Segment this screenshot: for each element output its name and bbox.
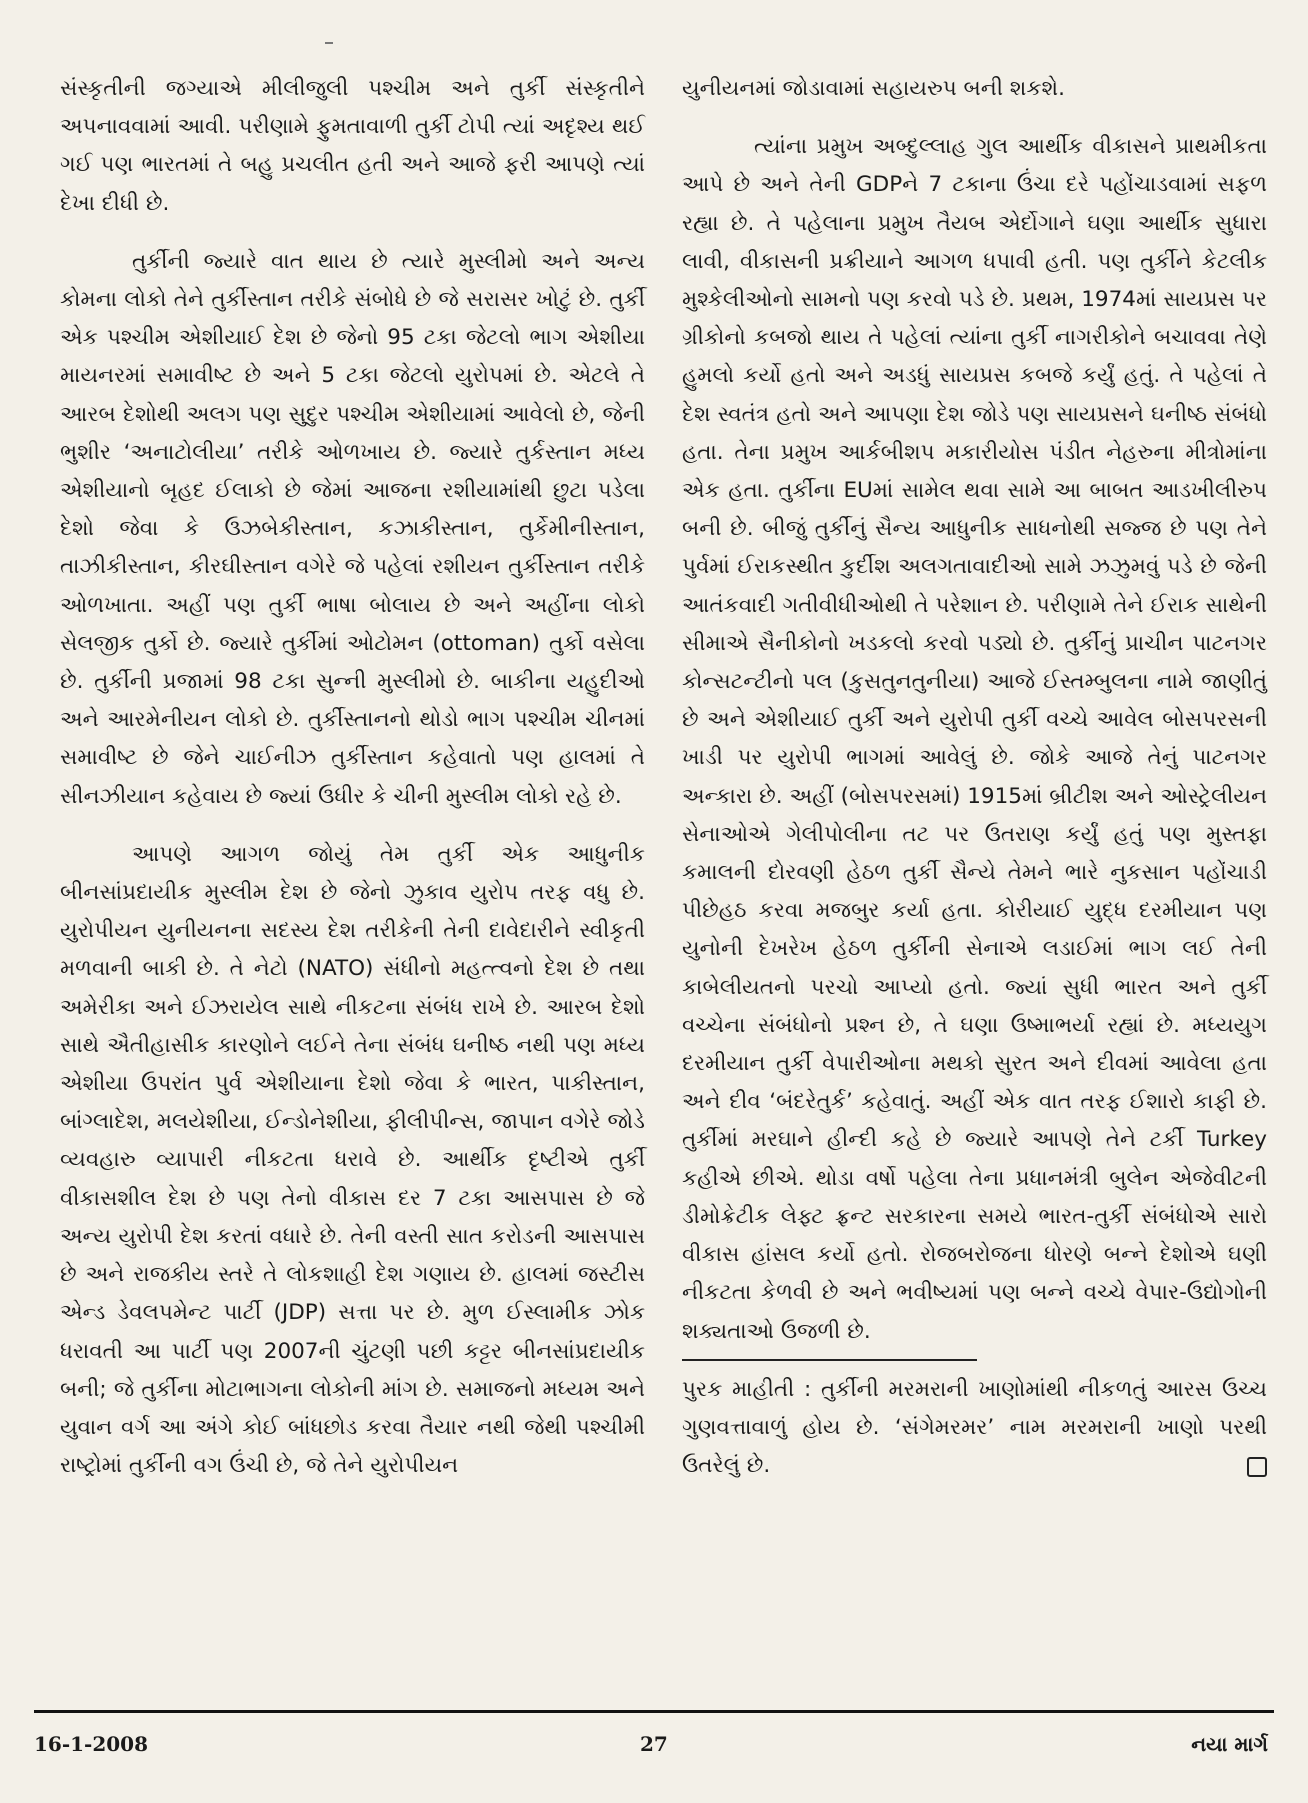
left-paragraph-2: તુર્કીની જ્યારે વાત થાય છે ત્યારે મુસ્લીમો અને અન્ય કોમના લોકો તેને તુર્કીસ્તાન તરીકે સંબોધે છે જે સરાસર ખોટું છે. તુર્કી એક પશ્ચીમ એશીયાઈ દેશ છે જેનો 95 ટકા જેટલો ભાગ એશીયા માયનરમાં સમાવીષ્ટ છે અને 5 ટકા જેટલો યુરોપમાં છે. એટલે તે આરબ દેશોથી અલગ પણ સુદુર પશ્ચીમ એશીયામાં આવેલો છે, જેની ભુશીર ‘અનાટોલીયા’ તરીકે ઓળખાય છે. જ્યારે તુર્કસ્તાન મધ્ય એશીયાનો બૃહદ ઈલાકો છે જેમાં આજના રશીયામાંથી છુટા પડેલા દેશો જેવા કે ઉઝબેકીસ્તાન, કઝાકીસ્તાન, તુર્કેમીનીસ્તાન, તાઝીકીસ્તાન, કીરઘીસ્તાન વગેરે જે પહેલાં રશીયન તુર્કીસ્તાન તરીકે ઓળખાતા. અહીં પણ તુર્કી ભાષા બોલાય છે અને અહીંના લોકો સેલજીક તુર્કો છે. જ્યારે તુર્કીમાં ઓટોમન (ottoman) તુર્કો વસેલા છે. તુર્કીની પ્રજામાં 98 ટકા સુન્ની મુસ્લીમો છે. બાકીના યહુદીઓ અને આરમેનીયન લોકો છે. તુર્કીસ્તાનનો થોડો ભાગ પશ્ચીમ ચીનમાં સમાવીષ્ટ છે જેને ચાઈનીઝ તુર્કીસ્તાન કહેવાતો પણ હાલમાં તે સીનઝીયાન કહેવાય છે જ્યાં ઉધીર કે ચીની મુસ્લીમ લોકો રહે છે. <box>60 248 645 809</box>
right-column <box>682 70 1267 1485</box>
article-body <box>42 70 1268 1670</box>
supplementary-note-text: પુરક માહીતી : તુર્કીની મરમરાની ખાણોમાંથી નીકળતું આરસ ઉચ્ચ ગુણવત્તાવાળું હોય છે. ‘સંગેમરમર’ નામ મરમરાની ખાણો પરથી ઉતરેલું છે. <box>682 1376 1267 1479</box>
note-divider <box>682 1359 977 1361</box>
magazine-name: નયા માર્ગ <box>1191 1732 1268 1756</box>
left-paragraph-3: આપણે આગળ જોયું તેમ તુર્કી એક આધુનીક બીનસાંપ્રદાયીક મુસ્લીમ દેશ છે જેનો ઝુકાવ યુરોપ તરફ વધુ છે. યુરોપીયન યુનીયનના સદસ્ય દેશ તરીકેની તેની દાવેદારીને સ્વીકૃતી મળવાની બાકી છે. તે નેટો (NATO) સંધીનો મહત્ત્વનો દેશ છે તથા અમેરીકા અને ઈઝરાયેલ સાથે નીકટના સંબંધ રાખે છે. આરબ દેશો સાથે ઐતીહાસીક કારણોને લઈને તેના સંબંધ ઘનીષ્ઠ નથી પણ મધ્ય એશીયા ઉપરાંત પુર્વ એશીયાના દેશો જેવા કે ભારત, પાકીસ્તાન, બાંગ્લાદેશ, મલયેશીયા, ઈન્ડોનેશીયા, ફીલીપીન્સ, જાપાન વગેરે જોડે વ્યવહારુ વ્યાપારી નીકટતા ધરાવે છે. આર્થીક દૃષ્ટીએ તુર્કી વીકાસશીલ દેશ છે પણ તેનો વીકાસ દર 7 ટકા આસપાસ છે જે અન્ય યુરોપી દેશ કરતાં વધારે છે. તેની વસ્તી સાત કરોડની આસપાસ છે અને રાજકીય સ્તરે તે લોકશાહી દેશ ગણાય છે. હાલમાં જસ્ટીસ એન્ડ ડેવલપમેન્ટ પાર્ટી (JDP) સત્તા પર છે. મુળ ઈસ્લામીક ઝોક ધરાવતી આ પાર્ટી પણ 2007ની ચુંટણી પછી કટ્ટર બીનસાંપ્રદાયીક બની; જે તુર્કીના મોટાભાગના લોકોની માંગ છે. સમાજનો મધ્યમ અને યુવાન વર્ગ આ અંગે કોઈ બાંધછોડ કરવા તૈયાર નથી જેથી પશ્ચીમી રાષ્ટ્રોમાં તુર્કીની વગ ઉંચી છે, જે તેને યુરોપીયન <box>60 841 645 1479</box>
supplementary-note <box>682 1371 1267 1486</box>
footer-divider <box>34 1710 1274 1713</box>
left-column <box>60 70 645 1485</box>
right-paragraph-2: ત્યાંના પ્રમુખ અબ્દુલ્લાહ ગુલ આર્થીક વીકાસને પ્રાથમીકતા આપે છે અને તેની GDPને 7 ટકાના ઉંચા દરે પહોંચાડવામાં સફળ રહ્યા છે. તે પહેલાના પ્રમુખ તૈયબ એર્દોગાને ઘણા આર્થીક સુધારા લાવી, વીકાસની પ્રક્રીયાને આગળ ધપાવી હતી. પણ તુર્કીને કેટલીક મુશ્કેલીઓનો સામનો પણ કરવો પડે છે. પ્રથમ, 1974માં સાયપ્રસ પર ગ્રીકોનો કબજો થાય તે પહેલાં ત્યાંના તુર્કી નાગરીકોને બચાવવા તેણે હુમલો કર્યો હતો અને અડધું સાયપ્રસ કબજે કર્યું હતું. તે પહેલાં તે દેશ સ્વતંત્ર હતો અને આપણા દેશ જોડે પણ સાયપ્રસને ઘનીષ્ઠ સંબંધો હતા. તેના પ્રમુખ આર્કબીશપ મકારીયોસ પંડીત નેહરુના મીત્રોમાંના એક હતા. તુર્કીના EUમાં સામેલ થવા સામે આ બાબત આડખીલીરુપ બની છે. બીજું તુર્કીનું સૈન્ય આધુનીક સાધનોથી સજ્જ છે પણ તેને પુર્વમાં ઈરાકસ્થીત કુર્દીશ અલગતાવાદીઓ સામે ઝઝુમવું પડે છે જેની આતંકવાદી ગતીવીધીઓથી તે પરેશાન છે. પરીણામે તેને ઈરાક સાથેની સીમાએ સૈનીકોનો ખડકલો કરવો પડ્યો છે. તુર્કીનું પ્રાચીન પાટનગર કોન્સટન્ટીનો પલ (કુસતુનતુનીયા) આજે ઈસ્તમ્બુલના નામે જાણીતું છે અને એશીયાઈ તુર્કી અને યુરોપી તુર્કી વચ્ચે આવેલ બોસપરસની ખાડી પર યુરોપી ભાગમાં આવેલું છે. જોકે આજે તેનું પાટનગર અન્કારા છે. અહીં (બોસપરસમાં) 1915માં બ્રીટીશ અને ઓસ્ટ્રેલીયન સેનાઓએ ગેલીપોલીના તટ પર ઉતરાણ કર્યું હતું પણ મુસ્તફા કમાલની દોરવણી હેઠળ તુર્કી સૈન્યે તેમને ભારે નુકસાન પહોંચાડી પીછેહઠ કરવા મજબુર કર્યા હતા. કોરીયાઈ યુદ્ધ દરમીયાન પણ યુનોની દેખરેખ હેઠળ તુર્કીની સેનાએ લડાઈમાં ભાગ લઈ તેની કાબેલીયતનો પરચો આપ્યો હતો. જ્યાં સુધી ભારત અને તુર્કી વચ્ચેના સંબંધોનો પ્રશ્ન છે, તે ઘણા ઉષ્માભર્યા રહ્યાં છે. મધ્યયુગ દરમીયાન તુર્કી વેપારીઓના મથકો સુરત અને દીવમાં આવેલા હતા અને દીવ ‘બંદરેતુર્ક’ કહેવાતું. અહીં એક વાત તરફ ઈશારો કાફી છે. તુર્કીમાં મરઘાને હીન્દી કહે છે જ્યારે આપણે તેને ટર્કી Turkey કહીએ છીએ. થોડા વર્ષો પહેલા તેના પ્રધાનમંત્રી બુલેન એજેવીટની ડીમોક્રેટીક લેફ્ટ ફ્રન્ટ સરકારના સમયે ભારત-તુર્કી સંબંધોએ સારો વીકાસ હાંસલ કર્યો હતો. રોજબરોજના ધોરણે બન્ને દેશોએ ઘણી નીકટતા કેળવી છે અને ભવીષ્યમાં પણ બન્ને વચ્ચે વેપાર-ઉદ્યોગોની શક્યતાઓ ઉજળી છે. <box>682 134 1267 1344</box>
right-paragraph-1: યુનીયનમાં જોડાવામાં સહાયરુપ બની શકશે. <box>682 76 1065 101</box>
page-number: 27 <box>640 1732 668 1756</box>
scan-mark <box>325 42 333 44</box>
left-paragraph-1: સંસ્કૃતીની જગ્યાએ મીલીજુલી પશ્ચીમ અને તુર્કી સંસ્કૃતીને અપનાવવામાં આવી. પરીણામે ફુમતાવાળી તુર્કી ટોપી ત્યાં અદૃશ્ય થઈ ગઈ પણ ભારતમાં તે બહુ પ્રચલીત હતી અને આજે ફરી આપણે ત્યાં દેખા દીધી છે. <box>60 76 645 216</box>
footer-date: 16-1-2008 <box>34 1732 149 1756</box>
end-mark-box-icon <box>1247 1457 1267 1477</box>
